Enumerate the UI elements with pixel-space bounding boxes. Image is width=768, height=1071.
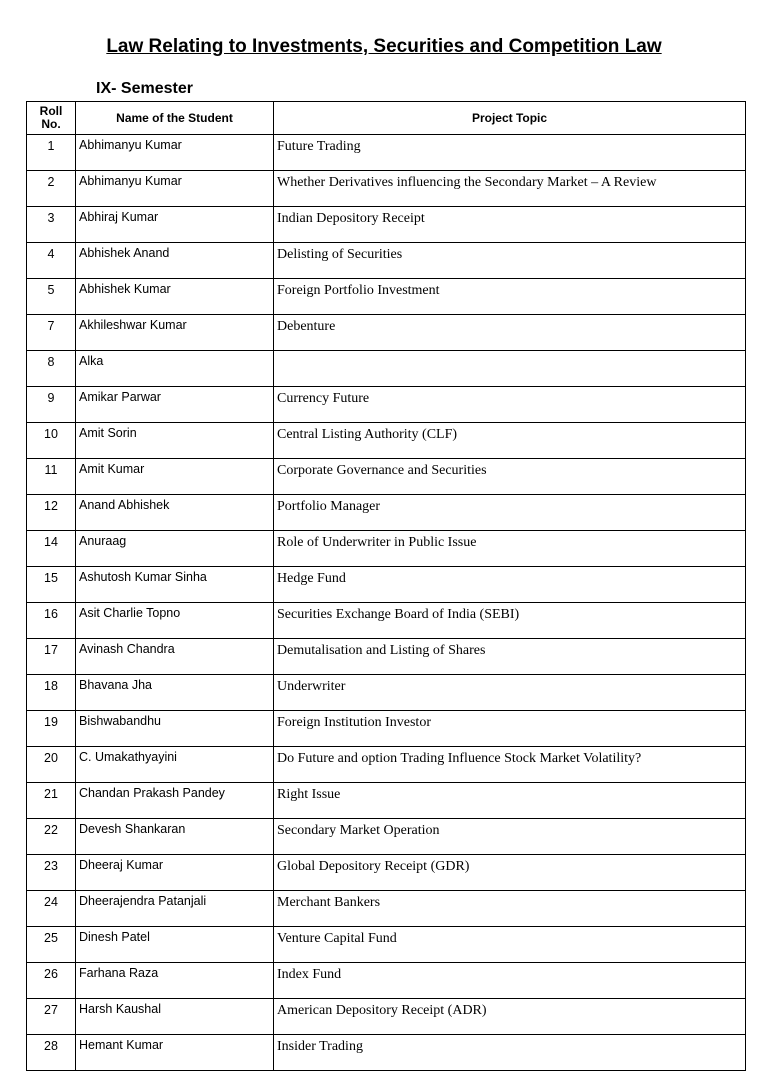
project-topic-cell: Demutalisation and Listing of Shares <box>274 639 746 675</box>
table-row <box>27 207 746 243</box>
table-row <box>27 963 746 999</box>
table-row <box>27 747 746 783</box>
project-topic-cell: Securities Exchange Board of India (SEBI) <box>274 603 746 639</box>
student-name-cell: Bhavana Jha <box>76 675 274 711</box>
student-name-cell: Devesh Shankaran <box>76 819 274 855</box>
roll-no-cell: 20 <box>27 747 76 783</box>
roll-no-cell: 22 <box>27 819 76 855</box>
roll-no-cell: 28 <box>27 1035 76 1071</box>
roll-no-cell: 5 <box>27 279 76 315</box>
project-topic-cell: Index Fund <box>274 963 746 999</box>
student-name-cell: Ashutosh Kumar Sinha <box>76 567 274 603</box>
roll-no-cell: 10 <box>27 423 76 459</box>
student-name-cell: Bishwabandhu <box>76 711 274 747</box>
table-row <box>27 675 746 711</box>
roll-no-cell: 9 <box>27 387 76 423</box>
table-row <box>27 855 746 891</box>
roll-no-cell: 14 <box>27 531 76 567</box>
student-name-cell: Anuraag <box>76 531 274 567</box>
table-row <box>27 387 746 423</box>
project-topic-cell: Future Trading <box>274 135 746 171</box>
table-row <box>27 423 746 459</box>
table-row <box>27 1035 746 1071</box>
student-name-cell: Abhimanyu Kumar <box>76 171 274 207</box>
roll-no-cell: 23 <box>27 855 76 891</box>
header-student-name: Name of the Student <box>76 102 274 135</box>
roll-no-cell: 24 <box>27 891 76 927</box>
table-row <box>27 459 746 495</box>
student-name-cell: C. Umakathyayini <box>76 747 274 783</box>
table-row <box>27 351 746 387</box>
student-name-cell: Amit Kumar <box>76 459 274 495</box>
table-row <box>27 171 746 207</box>
roll-no-cell: 12 <box>27 495 76 531</box>
table-row <box>27 711 746 747</box>
student-name-cell: Avinash Chandra <box>76 639 274 675</box>
table-row <box>27 279 746 315</box>
document-title: Law Relating to Investments, Securities and Competition Law <box>106 36 662 57</box>
student-project-table <box>26 101 746 1071</box>
student-name-cell: Dinesh Patel <box>76 927 274 963</box>
project-topic-cell: Central Listing Authority (CLF) <box>274 423 746 459</box>
student-name-cell: Farhana Raza <box>76 963 274 999</box>
project-topic-cell: Venture Capital Fund <box>274 927 746 963</box>
project-topic-cell: Do Future and option Trading Influence Stock Market Volatility? <box>274 747 746 783</box>
student-name-cell: Abhishek Anand <box>76 243 274 279</box>
semester-heading: IX- Semester <box>96 80 193 97</box>
project-topic-cell: Insider Trading <box>274 1035 746 1071</box>
table-row <box>27 927 746 963</box>
roll-no-cell: 11 <box>27 459 76 495</box>
project-topic-cell: Right Issue <box>274 783 746 819</box>
roll-no-cell: 25 <box>27 927 76 963</box>
roll-no-cell: 18 <box>27 675 76 711</box>
roll-no-cell: 17 <box>27 639 76 675</box>
project-topic-cell: Indian Depository Receipt <box>274 207 746 243</box>
table-row <box>27 603 746 639</box>
student-name-cell: Akhileshwar Kumar <box>76 315 274 351</box>
student-name-cell: Amikar Parwar <box>76 387 274 423</box>
roll-no-cell: 3 <box>27 207 76 243</box>
student-name-cell: Asit Charlie Topno <box>76 603 274 639</box>
roll-no-cell: 19 <box>27 711 76 747</box>
student-name-cell: Anand Abhishek <box>76 495 274 531</box>
table-row <box>27 891 746 927</box>
student-name-cell: Chandan Prakash Pandey <box>76 783 274 819</box>
project-topic-cell: American Depository Receipt (ADR) <box>274 999 746 1035</box>
roll-no-cell: 7 <box>27 315 76 351</box>
project-topic-cell: Merchant Bankers <box>274 891 746 927</box>
roll-no-cell: 1 <box>27 135 76 171</box>
table-row <box>27 783 746 819</box>
table-row <box>27 567 746 603</box>
project-topic-cell: Corporate Governance and Securities <box>274 459 746 495</box>
student-name-cell: Hemant Kumar <box>76 1035 274 1071</box>
project-topic-cell: Portfolio Manager <box>274 495 746 531</box>
project-topic-cell: Currency Future <box>274 387 746 423</box>
project-topic-cell: Role of Underwriter in Public Issue <box>274 531 746 567</box>
roll-no-cell: 27 <box>27 999 76 1035</box>
table-row <box>27 531 746 567</box>
table-row <box>27 243 746 279</box>
student-name-cell: Amit Sorin <box>76 423 274 459</box>
table-row <box>27 495 746 531</box>
table-row <box>27 135 746 171</box>
project-topic-cell: Debenture <box>274 315 746 351</box>
project-topic-cell: Global Depository Receipt (GDR) <box>274 855 746 891</box>
student-name-cell: Abhiraj Kumar <box>76 207 274 243</box>
student-name-cell: Dheeraj Kumar <box>76 855 274 891</box>
table-row <box>27 999 746 1035</box>
project-topic-cell: Delisting of Securities <box>274 243 746 279</box>
header-roll-no-label: Roll No. <box>39 104 63 131</box>
student-name-cell: Harsh Kaushal <box>76 999 274 1035</box>
table-header-row <box>27 102 746 135</box>
project-topic-cell: Secondary Market Operation <box>274 819 746 855</box>
header-roll-no <box>27 102 76 135</box>
roll-no-cell: 4 <box>27 243 76 279</box>
project-topic-cell: Foreign Institution Investor <box>274 711 746 747</box>
roll-no-cell: 21 <box>27 783 76 819</box>
roll-no-cell: 26 <box>27 963 76 999</box>
roll-no-cell: 16 <box>27 603 76 639</box>
roll-no-cell: 15 <box>27 567 76 603</box>
roll-no-cell: 2 <box>27 171 76 207</box>
student-name-cell: Abhimanyu Kumar <box>76 135 274 171</box>
project-topic-cell: Hedge Fund <box>274 567 746 603</box>
table-row <box>27 639 746 675</box>
student-name-cell: Dheerajendra Patanjali <box>76 891 274 927</box>
table-row <box>27 819 746 855</box>
roll-no-cell: 8 <box>27 351 76 387</box>
student-name-cell: Abhishek Kumar <box>76 279 274 315</box>
project-topic-cell: Underwriter <box>274 675 746 711</box>
table-row <box>27 315 746 351</box>
project-topic-cell: Whether Derivatives influencing the Secondary Market – A Review <box>274 171 746 207</box>
project-topic-cell <box>274 351 746 387</box>
project-topic-cell: Foreign Portfolio Investment <box>274 279 746 315</box>
header-project-topic: Project Topic <box>274 102 746 135</box>
student-name-cell: Alka <box>76 351 274 387</box>
